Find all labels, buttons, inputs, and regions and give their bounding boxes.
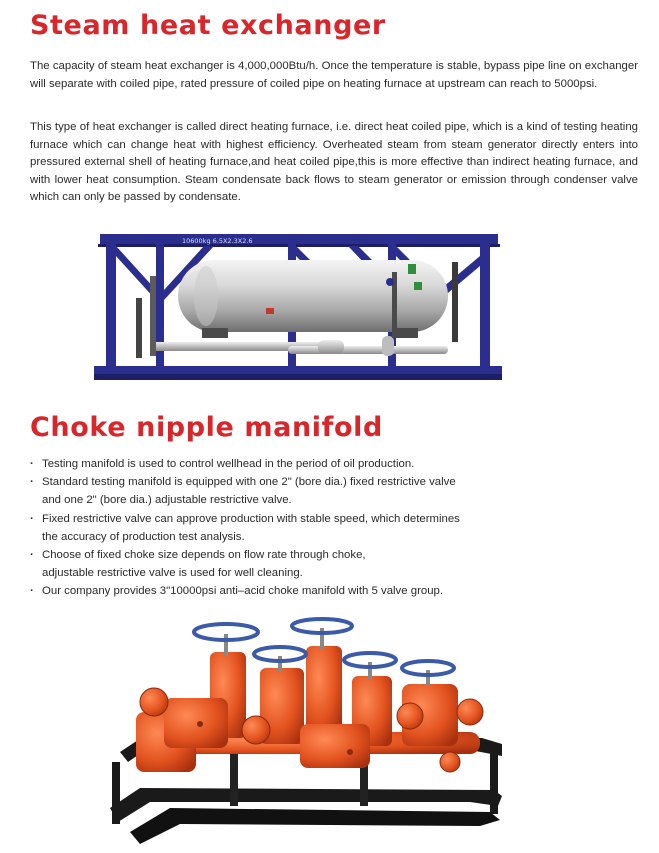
section-title-choke-nipple-manifold: Choke nipple manifold bbox=[30, 412, 383, 443]
section-title-steam-heat-exchanger: Steam heat exchanger bbox=[30, 10, 386, 41]
bullet-item bbox=[30, 546, 630, 582]
bullet-line: Fixed restrictive valve can approve production with stable speed, which determines bbox=[42, 512, 460, 525]
steam-exchanger-paragraph-1: The capacity of steam heat exchanger is 4,000,000Btu/h. Once the temperature is stable, bypass pipe line on exchanger will separate with coiled pipe, rated pressure of coiled pipe on heating furnace at upstream can reach to 5000psi. bbox=[30, 60, 638, 90]
bullet-item bbox=[30, 473, 630, 509]
bullet-item bbox=[30, 510, 630, 546]
steam-exchanger-paragraph-2: This type of heat exchanger is called direct heating furnace, i.e. direct heat coiled pipe, which is a kind of testing heating furnace which can change heat with highest efficiency. Overheated steam from steam generator directly enters into pressured external shell of heating furnace,and heat coiled pipe,this is more effective than indirect heating furnace, and with lower heat consumption. Steam condensate back flows to steam generator or emission through condenser valve which can only be passed by condensate. bbox=[30, 121, 638, 204]
valve-body bbox=[306, 646, 342, 736]
bullet-line: Standard testing manifold is equipped with one 2" (bore dia.) fixed restrictive valve bbox=[42, 476, 456, 489]
bullet-line: and one 2" (bore dia.) adjustable restrictive valve. bbox=[42, 494, 292, 507]
bullet-line: the accuracy of production test analysis. bbox=[42, 530, 245, 543]
bullet-line: Testing manifold is used to control wellhead in the period of oil production. bbox=[42, 458, 415, 470]
bullet-item bbox=[30, 455, 630, 473]
skid-nameplate: 10600kg 6.5X2.3X2.6 bbox=[182, 237, 253, 245]
bullet-line: adjustable restrictive valve is used for well cleaning. bbox=[42, 567, 303, 580]
bullet-item bbox=[30, 582, 630, 600]
steam-heat-exchanger-photo bbox=[92, 228, 504, 384]
bullet-line: Our company provides 3"10000psi anti–acid choke manifold with 5 valve group. bbox=[42, 585, 444, 598]
steam-tank-shell bbox=[178, 260, 448, 332]
choke-manifold-photo bbox=[110, 612, 502, 844]
choke-manifold-bullet-list bbox=[30, 455, 630, 601]
bullet-line: Choose of fixed choke size depends on flow rate through choke, bbox=[42, 549, 366, 562]
